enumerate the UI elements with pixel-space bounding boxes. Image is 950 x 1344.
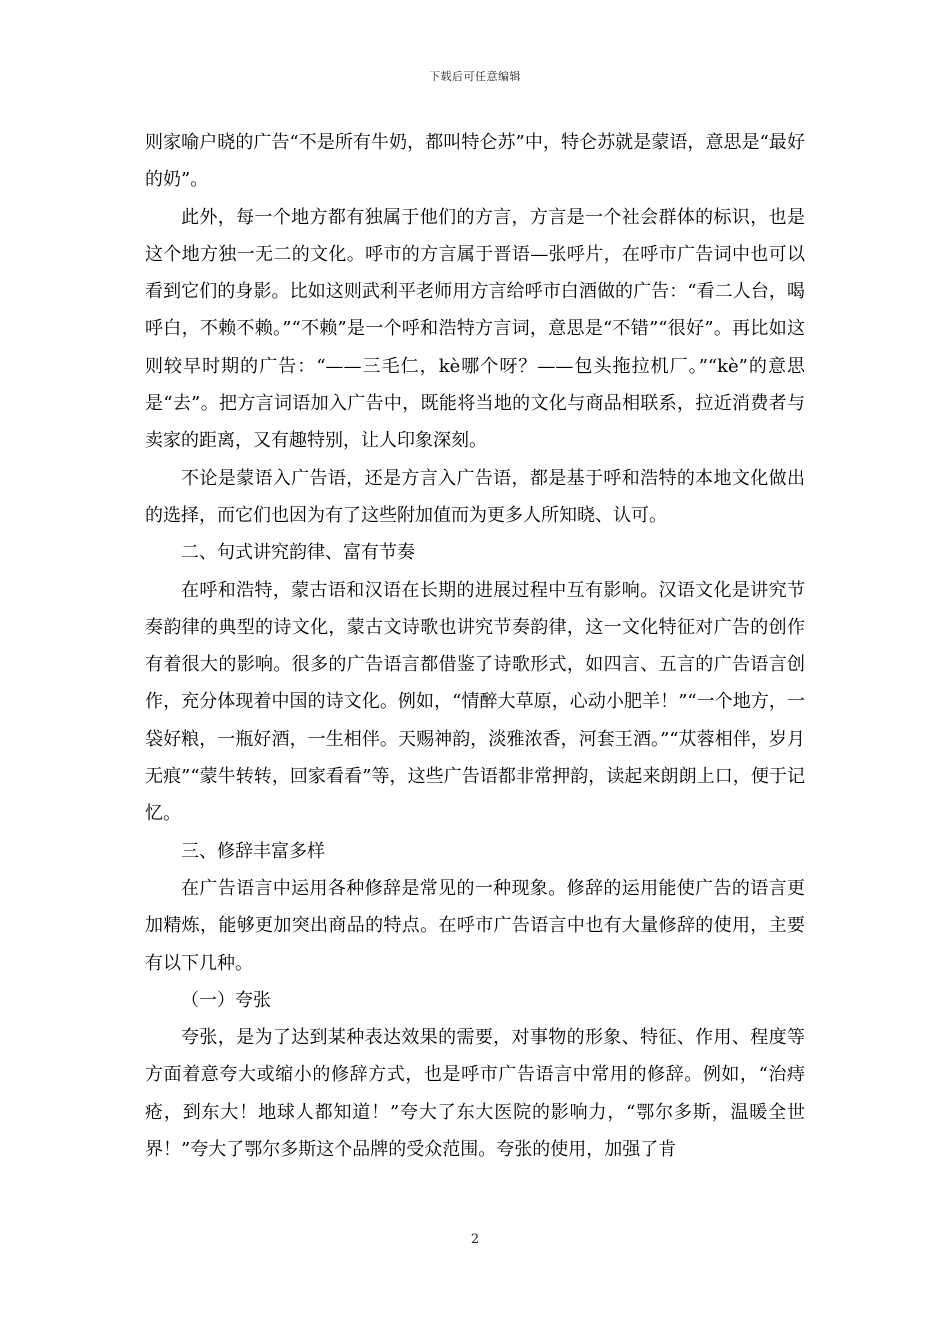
paragraph: 在广告语言中运用各种修辞是常见的一种现象。修辞的运用能使广告的语言更加精炼，能够更加突出商品的特点。在呼市广告语言中也有大量修辞的使用，主要有以下几种。: [145, 877, 805, 974]
page-number: 2: [470, 1232, 480, 1247]
document-body: [145, 124, 805, 1168]
paragraph: 夸张，是为了达到某种表达效果的需要，对事物的形象、特征、作用、程度等方面着意夸大或缩小的修辞方式，也是呼市广告语言中常用的修辞。例如，“治痔疮，到东大！地球人都知道！”夸大了东大医院的影响力，“鄂尔多斯，温暖全世界！”夸大了鄂尔多斯这个品牌的受众范围。夸张的使用，加强了肯: [145, 1027, 805, 1161]
section-heading: 二、句式讲究韵律、富有节奏: [181, 542, 415, 564]
paragraph-continuation: 则家喻户晓的广告“不是所有牛奶，都叫特仑苏”中，特仑苏就是蒙语，意思是“最好的奶”。: [145, 132, 805, 191]
paragraph: 在呼和浩特，蒙古语和汉语在长期的进展过程中互有影响。汉语文化是讲究节奏韵律的典型的诗文化，蒙古文诗歌也讲究节奏韵律，这一文化特征对广告的创作有着很大的影响。很多的广告语言都借鉴了诗歌形式，如四言、五言的广告语言创作，充分体现着中国的诗文化。例如，“情醉大草原，心动小肥羊！”“一个地方，一袋好粮，一瓶好酒，一生相伴。天赐神韵，淡雅浓香，河套王酒。”“苁蓉相伴，岁月无痕”“蒙牛转转，回家看看”等，这些广告语都非常押韵，读起来朗朗上口，便于记忆。: [145, 579, 805, 825]
section-heading: 三、修辞丰富多样: [181, 840, 325, 862]
page-header: 下载后可任意编辑: [429, 70, 521, 83]
paragraph: 此外，每一个地方都有独属于他们的方言，方言是一个社会群体的标识，也是这个地方独一无二的文化。呼市的方言属于晋语—张呼片，在呼市广告词中也可以看到它们的身影。比如这则武利平老师用方言给呼市白酒做的广告：“看二人台，喝呼白，不赖不赖。”“不赖”是一个呼和浩特方言词，意思是“不错”“很好”。再比如这则较早时期的广告：“——三毛仁，kè哪个呀？——包头拖拉机厂。”“kè”的意思是“去”。把方言词语加入广告中，既能将当地的文化与商品相联系，拉近消费者与卖家的距离，又有趣特别，让人印象深刻。: [145, 206, 805, 452]
subsection-heading: （一）夸张: [181, 989, 271, 1011]
paragraph: 不论是蒙语入广告语，还是方言入广告语，都是基于呼和浩特的本地文化做出的选择，而它们也因为有了这些附加值而为更多人所知晓、认可。: [145, 467, 805, 526]
